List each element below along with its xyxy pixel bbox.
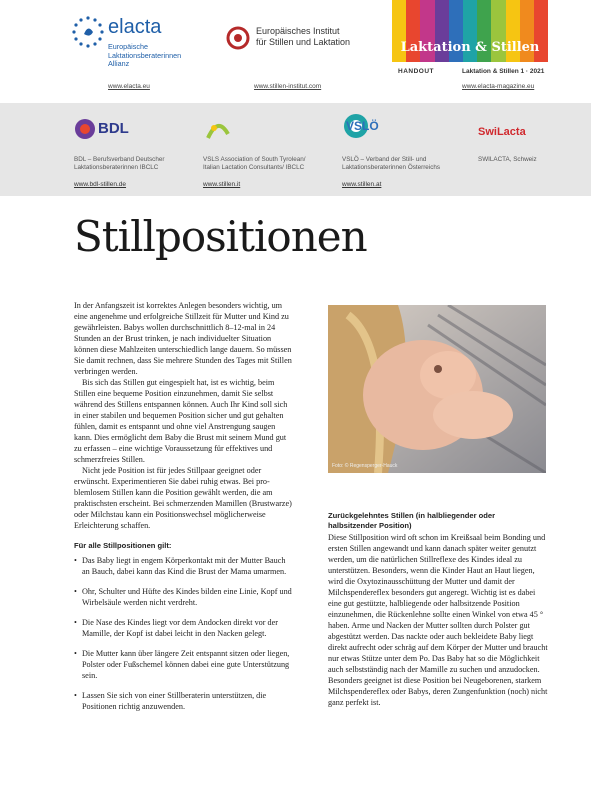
bdl-line1: BDL – Berufsverband Deutscher xyxy=(74,156,165,163)
esi-line2: für Stillen und Laktation xyxy=(256,37,351,47)
bdl-wordmark: BDL xyxy=(98,120,129,137)
section-heading-line1: Zurückgelehntes Stillen (in halbliegender oder xyxy=(328,511,496,520)
position-paragraph: Bis sich das Stillen gut eingespielt hat, ist es wichtig, beim Stillen eine bequeme Position einzunehmen, damit Sie selbst während des Stillens entspannen können. Auch Ihr Kind soll sich in einer stabilen und bequemen Position sicher und gut gehalten fühlen, damit es entspannt und ohne viel Anstrengung saugen kann. Dies ermöglicht dem Baby die Brust mit seinem Mund gut zu erfassen – eine wichtige Voraussetzung für effektives und schmerzfreies Stillen. xyxy=(74,378,288,464)
esi-logo xyxy=(226,26,406,62)
stars-circle-icon xyxy=(70,14,106,50)
section-heading xyxy=(328,511,548,531)
esi-emblem-icon xyxy=(226,26,250,50)
elacta-line1: Europäische xyxy=(108,42,148,51)
vslo-logo xyxy=(342,112,412,148)
elacta-line2: Laktationsberaterinnen xyxy=(108,50,182,60)
magazine-link[interactable]: www.elacta-magazine.eu xyxy=(462,83,535,90)
tips-list xyxy=(74,555,292,712)
breastfeeding-photo xyxy=(328,305,546,473)
page-title: Stillpositionen xyxy=(74,212,367,261)
photo-credit: Foto: © Regensperger-Hauck xyxy=(332,463,398,469)
page-header xyxy=(0,0,591,103)
esi-line1: Europäisches Institut xyxy=(256,26,340,36)
reclined-paragraph: Diese Stillposition wird oft schon im Kreißsaal beim Bonding und ersten Stillen angewandt und kann danach später weiter genutzt werden, um die natürlichen Stillreflexe des Kindes ideal zu unterstützen. Besonders, wenn die Kinder Haut an Haut liegen, wird die Oxytozinausschüttung der Mutter und damit der Milchspendereflex besonders gut angeregt. Wichtig ist es dabei eine gut gestützte, halbliegende oder halbsitzende Position einzunehmen, die Rückenlehne sollte einen Winkel von etwa 45 ° haben. Arme und Nacken der Mutter sollten durch Polster gut abgestützt werden. Das nackte oder auch bekleidete Baby liegt direkt aufrecht oder schräg auf dem Körper der Mutter und braucht nur etwas Stütze unter dem Po. Das Baby hat so die Möglichkeit auch selbstständig nach der Mamille zu suchen und anzudocken. Besonders geeignet ist diese Position bei Neugeborenen, starkem Milchspendereflex oder Babys, deren Zungenfunktion (noch) nicht ganz perfekt ist. xyxy=(328,533,548,707)
intro-paragraph: In der Anfangszeit ist korrektes Anlegen besonders wichtig, um eine angenehme und erfolgreiche Stillzeit für Mutter und Kind zu gewährleisten. Babys wollen durchschnittlich 8–12-mal in 24 Stunden an der Brust trinken, je nach individuelter Situation können diese Mahlzeiten unterschiedlich lange dauern. So müssen Sie damit rechnen, dass Sie mehrere Stunden des Tages mit Stillen verbringen werden. xyxy=(74,301,292,376)
issue-label: Laktation & Stillen 1 · 2021 xyxy=(462,68,545,75)
vsls-emblem-icon xyxy=(200,112,236,148)
vslo-line1: VSLÖ – Verband der Still- und xyxy=(342,156,427,163)
bdl-logo xyxy=(74,118,134,142)
left-column xyxy=(74,300,292,721)
elacta-line3: Allianz xyxy=(108,59,130,68)
list-heading: Für alle Stillpositionen gilt: xyxy=(74,541,172,550)
list-item: • Lassen Sie sich von einer Stillberaterin unterstützen, die Positionen richtig anzuwenden. xyxy=(74,690,292,712)
swilacta-logo: SwiLacta xyxy=(478,126,526,138)
list-item: • Ohr, Schulter und Hüfte des Kindes bilden eine Linie, Kopf und Wirbelsäule werden nicht verdreht. xyxy=(74,586,292,608)
bdl-description xyxy=(74,156,194,172)
section-heading-line2: halbsitzender Position) xyxy=(328,521,412,530)
right-column xyxy=(328,511,548,708)
vsls-logo xyxy=(200,112,236,148)
elacta-logo xyxy=(70,14,210,74)
vslo-wordmark: VSLÖ xyxy=(346,119,379,133)
elacta-name: elacta xyxy=(108,16,162,38)
list-item: • Das Baby liegt in engem Körperkontakt mit der Mutter Bauch an Bauch, dabei kann das Kind die Brust der Mama umarmen. xyxy=(74,555,292,577)
bdl-line2: Laktationsberaterinnen IBCLC xyxy=(74,164,159,171)
photo-illustration xyxy=(328,305,546,473)
swilacta-description: SWILACTA, Schweiz xyxy=(478,156,537,163)
elacta-subtitle xyxy=(108,43,218,69)
list-item: • Die Nase des Kindes liegt vor dem Andocken direkt vor der Mamille, der Kopf ist dabei leicht in den Nacken gelegt. xyxy=(74,617,292,639)
vslo-description xyxy=(342,156,472,172)
vsls-line2: Italian Lactation Consultants/ IBCLC xyxy=(203,164,305,171)
vslo-link[interactable]: www.stillen.at xyxy=(342,181,382,188)
vslo-line2: Laktationsberaterinnen Österreichs xyxy=(342,164,441,171)
bdl-link[interactable]: www.bdl-stillen.de xyxy=(74,181,127,188)
elacta-link[interactable]: www.elacta.eu xyxy=(108,83,150,90)
vsls-line1: VSLS Association of South Tyrolean/ xyxy=(203,156,306,163)
magazine-banner xyxy=(392,0,548,62)
vsls-link[interactable]: www.stillen.it xyxy=(203,181,241,188)
esi-link[interactable]: www.stillen-institut.com xyxy=(254,83,322,90)
vsls-description xyxy=(203,156,333,172)
magazine-title: Laktation & Stillen xyxy=(400,40,540,55)
bdl-emblem-icon xyxy=(74,118,96,140)
esi-name xyxy=(256,26,350,48)
list-item: • Die Mutter kann über längere Zeit entspannt sitzen oder liegen, Polster oder Fußschemel können dabei eine gute Unterstützung sein. xyxy=(74,648,292,681)
experiment-paragraph: Nicht jede Position ist für jedes Stillpaar geeignet oder erwünscht. Experimentieren Sie dabei ruhig etwas. Bei problemlosem Stillen kann die Position gewählt werden, die am praktischsten erscheint. Bei schmerzenden Mamillen (Brustwarze) oder Milchstau kann ein Positionswechsel möglicherweise Erleichterung schaffen. xyxy=(74,466,292,530)
handout-label: HANDOUT xyxy=(398,68,434,75)
